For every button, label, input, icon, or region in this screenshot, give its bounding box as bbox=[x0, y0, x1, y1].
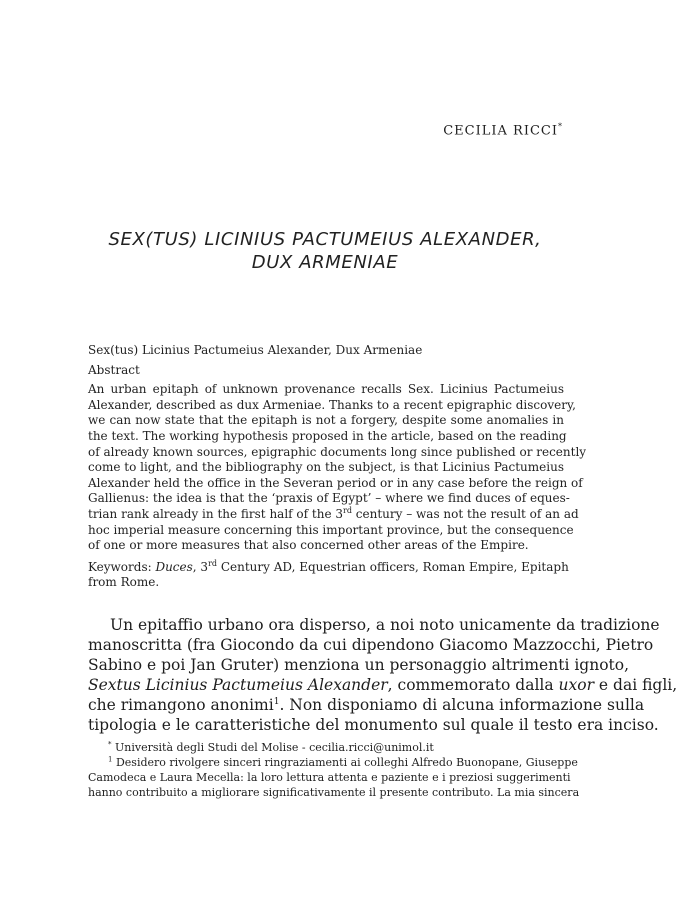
abstract-line: Gallienus: the idea is that the ‘praxis of Egypt’ – where we find duces of eques- bbox=[88, 491, 570, 506]
body-line4-a: , commemorato dalla bbox=[387, 676, 559, 694]
footnote-1-line: hanno contribuito a migliorare significativamente il presente contributo. La mia sincera bbox=[88, 786, 580, 799]
abstract-line: of one or more measures that also concerned other areas of the Empire. bbox=[88, 538, 529, 553]
article-title-line2: DUX ARMENIAE bbox=[251, 252, 399, 273]
author-footnote-mark: * bbox=[558, 122, 562, 131]
abstract-line: An urban epitaph of unknown provenance recalls Sex. Licinius Pactumeius bbox=[88, 382, 564, 397]
footnote-1-line1: Desidero rivolgere sinceri ringraziamenti ai colleghi Alfredo Buonopane, Giuseppe bbox=[115, 756, 578, 769]
abstract-line: the text. The working hypothesis proposed in the article, based on the reading bbox=[88, 428, 567, 443]
body-line: manoscritta (fra Giocondo da cui dipendono Giacomo Mazzocchi, Pietro bbox=[88, 636, 654, 654]
abstract-line: Alexander, described as dux Armeniae. Thanks to a recent epigraphic discovery, bbox=[88, 397, 576, 412]
abstract-line: Alexander held the office in the Severan period or in any case before the reign of bbox=[88, 475, 583, 490]
abstract-line: come to light, and the bibliography on the subject, is that Licinius Pactumeius bbox=[88, 460, 564, 475]
main-body-text bbox=[88, 615, 677, 735]
abstract-line: we can now state that the epitaph is not a forgery, despite some anomalies in bbox=[88, 413, 564, 428]
author-name bbox=[443, 122, 562, 138]
footnote-star-text: Università degli Studi del Molise - cecilia.ricci@unimol.it bbox=[115, 741, 434, 754]
abstract-line: hoc imperial measure concerning this important province, but the consequence bbox=[88, 522, 574, 537]
keywords-line bbox=[88, 558, 569, 576]
body-line: Sabino e poi Jan Gruter) menziona un personaggio altrimenti ignoto, bbox=[88, 656, 630, 674]
footnote-1-line: Camodeca e Laura Mecella: la loro lettura attenta e paziente e i preziosi suggerimenti bbox=[88, 771, 571, 784]
body-italic-name: Sextus Licinius Pactumeius Alexander bbox=[88, 676, 388, 694]
footnote-affiliation bbox=[88, 740, 564, 755]
abstract-line: of already known sources, epigraphic documents long since published or recently bbox=[88, 444, 587, 459]
abstract-line9-b: century – was not the result of an ad bbox=[351, 506, 579, 521]
keywords bbox=[88, 558, 569, 591]
abstract-section bbox=[88, 343, 587, 591]
keywords-sup: rd bbox=[208, 558, 218, 568]
body-line: Un epitaffio urbano ora disperso, a noi noto unicamente da tradizione bbox=[110, 616, 660, 634]
abstract-line9-a: trian rank already in the first half of the 3 bbox=[88, 506, 343, 521]
body-line4-b: e dai figli, bbox=[594, 676, 677, 694]
footnotes bbox=[88, 740, 580, 800]
keywords-b: Century AD, Equestrian officers, Roman Empire, Epitaph bbox=[217, 559, 569, 574]
keywords-label: Keywords: bbox=[88, 559, 156, 574]
keywords-italic: Duces bbox=[155, 559, 193, 574]
abstract-body bbox=[88, 382, 587, 554]
abstract-line9-sup: rd bbox=[343, 505, 352, 515]
body-line5-b: . Non disponiamo di alcuna informazione sulla bbox=[279, 696, 645, 714]
abstract-paper-title: Sex(tus) Licinius Pactumeius Alexander, Dux Armeniae bbox=[88, 343, 423, 357]
keywords-a: , 3 bbox=[192, 559, 209, 574]
keywords-line-end: from Rome. bbox=[88, 575, 160, 590]
abstract-line bbox=[88, 505, 579, 523]
footnote-1-line bbox=[88, 755, 578, 770]
body-line bbox=[88, 675, 677, 695]
body-line: tipologia e le caratteristiche del monumento sul quale il testo era inciso. bbox=[88, 716, 659, 734]
body-line bbox=[88, 695, 645, 715]
footnote-ref-1: 1 bbox=[273, 696, 280, 707]
footnote-1-mark: 1 bbox=[108, 755, 113, 764]
body-line5-a: che rimangono anonimi bbox=[88, 696, 274, 714]
body-italic-uxor: uxor bbox=[558, 676, 594, 694]
footnote-star-mark: * bbox=[108, 740, 112, 749]
article-title-line1: SEX(TUS) LICINIUS PACTUMEIUS ALEXANDER, bbox=[108, 229, 542, 250]
abstract-heading: Abstract bbox=[88, 362, 140, 377]
author-name-text: CECILIA RICCI bbox=[443, 123, 558, 139]
article-title bbox=[88, 228, 562, 274]
